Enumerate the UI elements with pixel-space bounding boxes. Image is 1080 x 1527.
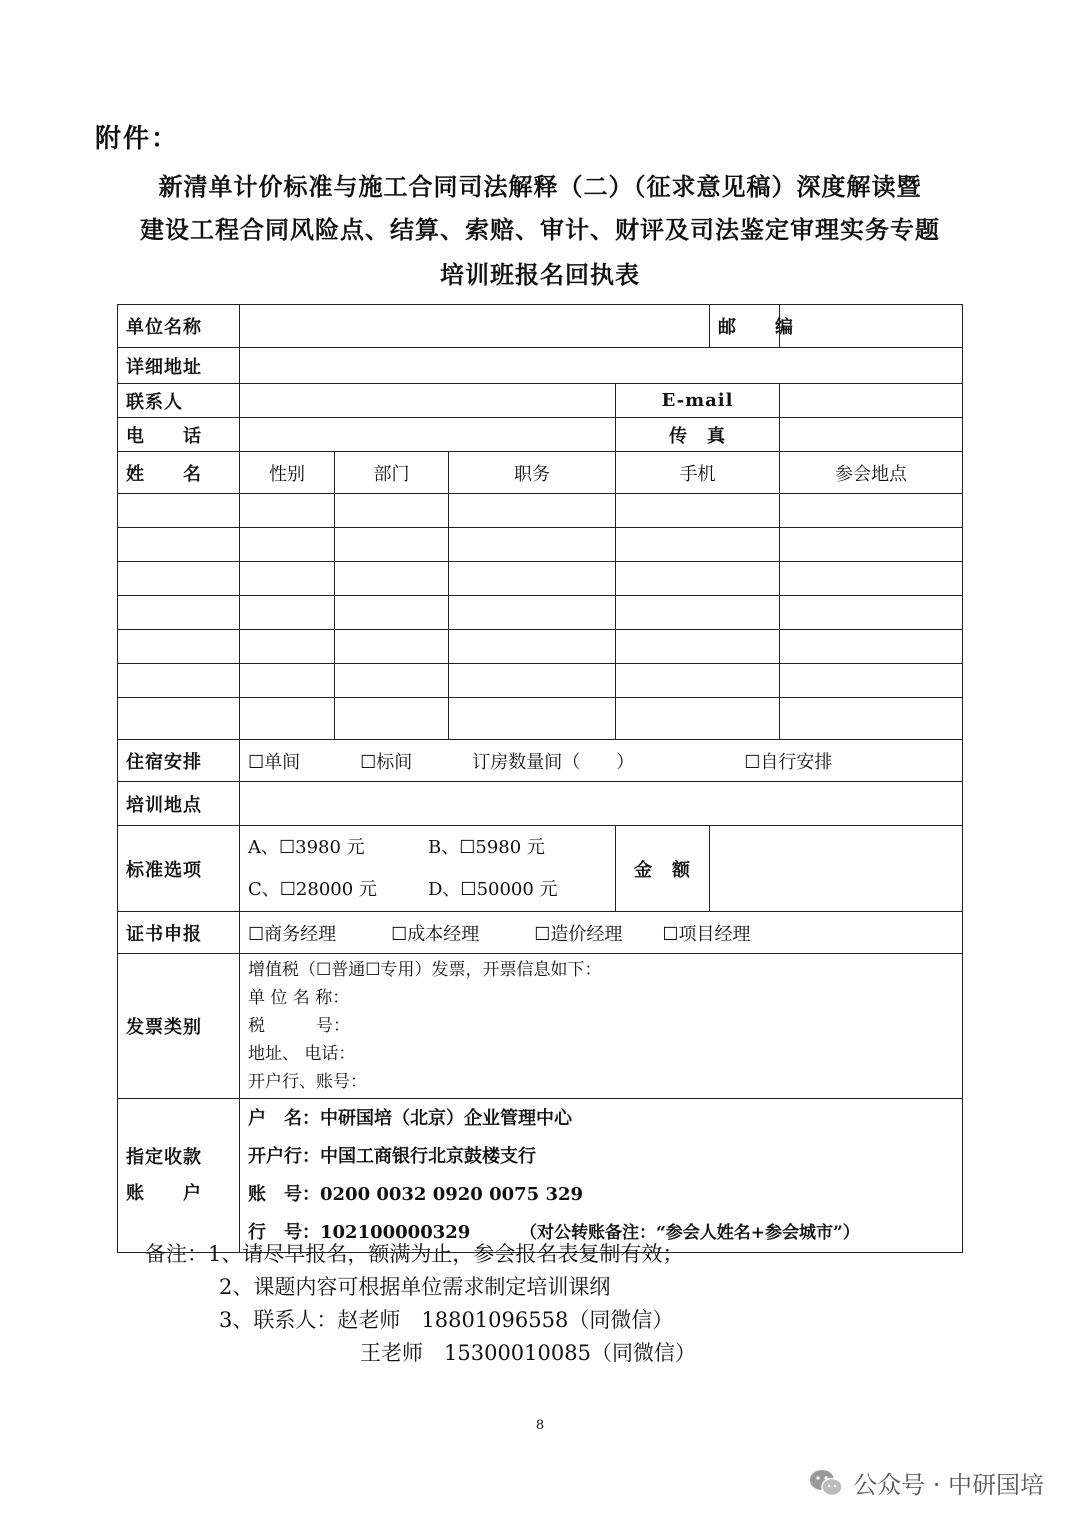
watermark [809,1465,1044,1500]
certificate-label: 证书申报 [118,912,240,954]
invoice-type-line: 增值税（☐普通☐专用）发票，开票信息如下： [248,960,602,980]
option-c-checkbox[interactable]: C、☐28000 元 [248,878,377,900]
contact-label: 联系人 [118,384,240,418]
cert-cost-manager-checkbox[interactable]: ☐成本经理 [391,923,480,945]
col-header-venue: 参会地点 [780,452,963,494]
address-label: 详细地址 [118,348,240,384]
option-d-checkbox[interactable]: D、☐50000 元 [428,878,558,900]
standard-options-label: 标准选项 [118,826,240,912]
title-line-2: 建设工程合同风险点、结算、索赔、审计、财评及司法鉴定审理实务专题 [140,215,940,244]
table-row[interactable] [118,630,963,664]
email-field[interactable] [780,384,963,418]
table-row[interactable] [118,664,963,698]
lodging-standard-checkbox[interactable]: ☐标间 [360,751,413,773]
table-row[interactable] [118,596,963,630]
postcode-field[interactable] [780,305,963,348]
col-header-mobile: 手机 [616,452,780,494]
wechat-icon [809,1468,843,1498]
cert-pricing-manager-checkbox[interactable]: ☐造价经理 [534,923,623,945]
account-number: 账 号：0200 0032 0920 0075 329 [248,1183,584,1205]
page-number: 8 [535,1418,545,1433]
note-4: 王老师 15300010085（同微信） [360,1341,696,1365]
fax-field[interactable] [780,418,963,452]
account-name: 户 名：中研国培（北京）企业管理中心 [248,1107,572,1129]
fax-label: 传 真 [616,418,780,452]
notes [145,1238,696,1370]
amount-field[interactable] [710,826,963,912]
account-bank-code: 行 号：102100000329 [248,1221,471,1243]
col-header-position: 职务 [449,452,616,494]
table-row[interactable] [118,562,963,596]
note-1: 备注：1、请尽早报名，额满为止，参会报名表复制有效； [145,1242,684,1266]
certificate-options [240,912,963,954]
invoice-unit-name-line: 单 位 名 称： [248,988,350,1008]
title-line-1: 新清单计价标准与施工合同司法解释（二）（征求意见稿）深度解读暨 [158,172,922,201]
email-label: E-mail [616,384,780,418]
option-b-checkbox[interactable]: B、☐5980 元 [428,836,545,858]
table-row[interactable] [118,528,963,562]
unit-name-field[interactable] [240,305,710,348]
phone-field[interactable] [240,418,616,452]
address-field[interactable] [240,348,963,384]
note-2: 2、课题内容可根据单位需求制定培训课纲 [219,1275,611,1299]
invoice-info[interactable] [240,954,963,1099]
lodging-single-checkbox[interactable]: ☐单间 [248,751,301,773]
contact-field[interactable] [240,384,616,418]
account-transfer-remark: （对公转账备注：“参会人姓名+参会城市”） [520,1222,860,1243]
unit-name-label: 单位名称 [118,305,240,348]
invoice-label: 发票类别 [118,954,240,1099]
postcode-label: 邮 编 [710,305,780,348]
venue-field[interactable] [240,782,963,826]
title-line-3: 培训班报名回执表 [440,260,640,289]
col-header-name: 姓 名 [118,452,240,494]
table-row[interactable] [118,698,963,740]
standard-options [240,826,616,912]
lodging-options [240,740,963,782]
invoice-tax-id-line: 税 号： [248,1016,350,1036]
invoice-address-line: 地址、 电话： [248,1044,356,1064]
col-header-department: 部门 [335,452,449,494]
account-info [240,1099,963,1253]
watermark-text: 公众号 · 中研国培 [853,1471,1044,1499]
option-a-checkbox[interactable]: A、☐3980 元 [248,836,365,858]
registration-form [117,304,963,1253]
note-3: 3、联系人：赵老师 18801096558（同微信） [219,1308,674,1332]
amount-label: 金 额 [616,826,710,912]
account-label: 指定收款 账 户 [118,1099,240,1253]
lodging-room-count[interactable]: 订房数量间（ ） [472,751,635,773]
cert-business-manager-checkbox[interactable]: ☐商务经理 [248,923,337,945]
lodging-self-checkbox[interactable]: ☐自行安排 [744,751,833,773]
venue-label: 培训地点 [118,782,240,826]
lodging-label: 住宿安排 [118,740,240,782]
account-bank: 开户行：中国工商银行北京鼓楼支行 [248,1145,536,1167]
cert-project-manager-checkbox[interactable]: ☐项目经理 [662,923,751,945]
invoice-bank-line: 开户行、账号： [248,1072,367,1092]
attachment-label: 附件： [95,124,180,154]
phone-label: 电 话 [118,418,240,452]
col-header-gender: 性别 [240,452,335,494]
table-row[interactable] [118,494,963,528]
